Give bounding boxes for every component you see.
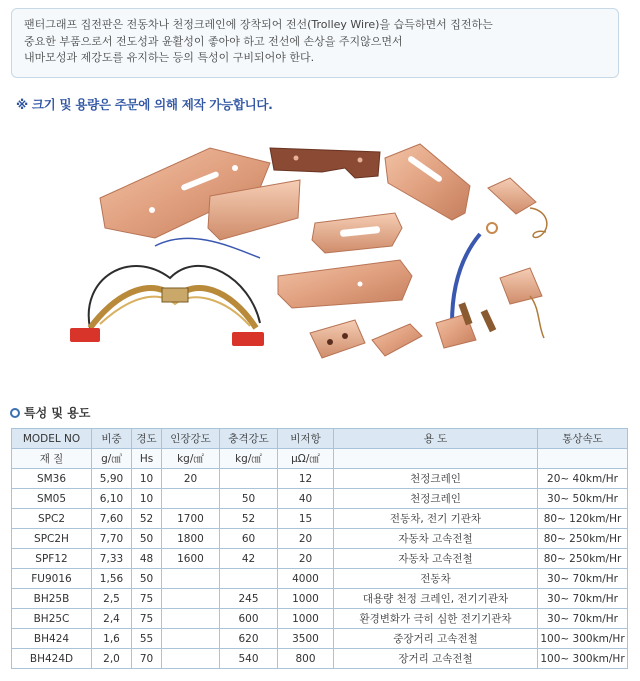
- table-cell: 2,5: [92, 589, 132, 609]
- table-cell: 중장거리 고속전철: [334, 629, 538, 649]
- table-cell: SM36: [12, 469, 92, 489]
- table-cell: 540: [220, 649, 278, 669]
- unit-cell: kg/㎠: [162, 449, 220, 469]
- column-header: 용 도: [334, 429, 538, 449]
- table-cell: [162, 489, 220, 509]
- column-header: 통상속도: [538, 429, 628, 449]
- table-unit-row: [12, 449, 628, 469]
- table-cell: 자동차 고속전철: [334, 549, 538, 569]
- unit-cell: kg/㎠: [220, 449, 278, 469]
- table-cell: 50: [132, 529, 162, 549]
- table-cell: 1600: [162, 549, 220, 569]
- table-cell: 5,90: [92, 469, 132, 489]
- table-cell: 80~ 250km/Hr: [538, 549, 628, 569]
- custom-order-notice: ※ 크기 및 용량은 주문에 의해 제작 가능합니다.: [16, 97, 273, 112]
- table-row: [12, 469, 628, 489]
- table-cell: 1,56: [92, 569, 132, 589]
- table-cell: 75: [132, 589, 162, 609]
- table-cell: 40: [278, 489, 334, 509]
- table-cell: 20: [278, 549, 334, 569]
- table-cell: BH424: [12, 629, 92, 649]
- product-photo: [60, 128, 580, 378]
- table-cell: [220, 569, 278, 589]
- column-header: 인장강도: [162, 429, 220, 449]
- table-row: [12, 649, 628, 669]
- table-cell: [162, 609, 220, 629]
- table-cell: 자동차 고속전철: [334, 529, 538, 549]
- table-cell: SPC2H: [12, 529, 92, 549]
- table-cell: 620: [220, 629, 278, 649]
- table-row: [12, 629, 628, 649]
- table-cell: 4000: [278, 569, 334, 589]
- table-cell: SPF12: [12, 549, 92, 569]
- table-cell: [162, 589, 220, 609]
- table-cell: 80~ 250km/Hr: [538, 529, 628, 549]
- table-cell: 80~ 120km/Hr: [538, 509, 628, 529]
- table-row: [12, 529, 628, 549]
- table-cell: 70: [132, 649, 162, 669]
- table-cell: 30~ 70km/Hr: [538, 589, 628, 609]
- table-cell: [162, 649, 220, 669]
- table-cell: 10: [132, 469, 162, 489]
- column-header: 비저항: [278, 429, 334, 449]
- table-cell: 1800: [162, 529, 220, 549]
- table-cell: 50: [132, 569, 162, 589]
- table-cell: 52: [220, 509, 278, 529]
- table-cell: 전동차, 전기 기관차: [334, 509, 538, 529]
- table-cell: 60: [220, 529, 278, 549]
- table-header-row: [12, 429, 628, 449]
- table-cell: 장거리 고속전철: [334, 649, 538, 669]
- table-cell: 6,10: [92, 489, 132, 509]
- table-cell: 75: [132, 609, 162, 629]
- table-cell: 7,60: [92, 509, 132, 529]
- table-cell: 100~ 300km/Hr: [538, 649, 628, 669]
- table-cell: 전동차: [334, 569, 538, 589]
- column-header: 충격강도: [220, 429, 278, 449]
- circle-bullet-icon: [10, 408, 20, 418]
- column-header: MODEL NO: [12, 429, 92, 449]
- intro-line: 중요한 부품으로서 전도성과 윤활성이 좋아야 하고 전선에 손상을 주지않으면서: [24, 34, 403, 48]
- table-cell: 7,70: [92, 529, 132, 549]
- table-cell: 천정크레인: [334, 489, 538, 509]
- table-cell: 1000: [278, 609, 334, 629]
- table-cell: 1700: [162, 509, 220, 529]
- table-row: [12, 509, 628, 529]
- table-row: [12, 609, 628, 629]
- table-cell: 600: [220, 609, 278, 629]
- unit-cell: [538, 449, 628, 469]
- table-cell: [162, 569, 220, 589]
- table-cell: 42: [220, 549, 278, 569]
- table-cell: SM05: [12, 489, 92, 509]
- table-cell: 1,6: [92, 629, 132, 649]
- table-cell: 48: [132, 549, 162, 569]
- table-cell: 1000: [278, 589, 334, 609]
- table-cell: BH25C: [12, 609, 92, 629]
- table-cell: 20: [162, 469, 220, 489]
- table-cell: 천정크레인: [334, 469, 538, 489]
- table-cell: SPC2: [12, 509, 92, 529]
- table-row: [12, 549, 628, 569]
- table-cell: 20~ 40km/Hr: [538, 469, 628, 489]
- table-cell: 800: [278, 649, 334, 669]
- table-cell: 12: [278, 469, 334, 489]
- table-row: [12, 569, 628, 589]
- intro-box: [11, 8, 619, 78]
- table-cell: 대용량 천정 크레인, 전기기관차: [334, 589, 538, 609]
- section-title: [10, 404, 90, 421]
- intro-line: 팬터그래프 집전판은 전동차나 천정크레인에 장착되어 전선(Trolley Wire)을 습득하면서 집전하는: [24, 18, 493, 31]
- table-cell: 30~ 50km/Hr: [538, 489, 628, 509]
- table-row: [12, 589, 628, 609]
- spec-table: [11, 428, 628, 669]
- table-cell: 100~ 300km/Hr: [538, 629, 628, 649]
- intro-line: 내마모성과 제강도를 유지하는 등의 특성이 구비되어야 한다.: [24, 51, 315, 64]
- unit-cell: [334, 449, 538, 469]
- table-cell: 15: [278, 509, 334, 529]
- column-header: 비중: [92, 429, 132, 449]
- table-cell: 30~ 70km/Hr: [538, 609, 628, 629]
- table-cell: 245: [220, 589, 278, 609]
- unit-cell: μΩ/㎠: [278, 449, 334, 469]
- table-cell: 3500: [278, 629, 334, 649]
- table-cell: 2,4: [92, 609, 132, 629]
- table-cell: 50: [220, 489, 278, 509]
- table-cell: 20: [278, 529, 334, 549]
- table-cell: [220, 469, 278, 489]
- table-row: [12, 489, 628, 509]
- table-cell: 52: [132, 509, 162, 529]
- unit-cell: g/㎤: [92, 449, 132, 469]
- table-cell: BH25B: [12, 589, 92, 609]
- table-cell: 10: [132, 489, 162, 509]
- unit-cell: Hs: [132, 449, 162, 469]
- table-cell: 30~ 70km/Hr: [538, 569, 628, 589]
- table-cell: 55: [132, 629, 162, 649]
- table-cell: 환경변화가 극히 심한 전기기관차: [334, 609, 538, 629]
- unit-cell: 재 질: [12, 449, 92, 469]
- table-cell: 7,33: [92, 549, 132, 569]
- table-cell: [162, 629, 220, 649]
- table-cell: BH424D: [12, 649, 92, 669]
- column-header: 경도: [132, 429, 162, 449]
- table-cell: FU9016: [12, 569, 92, 589]
- table-cell: 2,0: [92, 649, 132, 669]
- section-title-text: 특성 및 용도: [24, 406, 91, 420]
